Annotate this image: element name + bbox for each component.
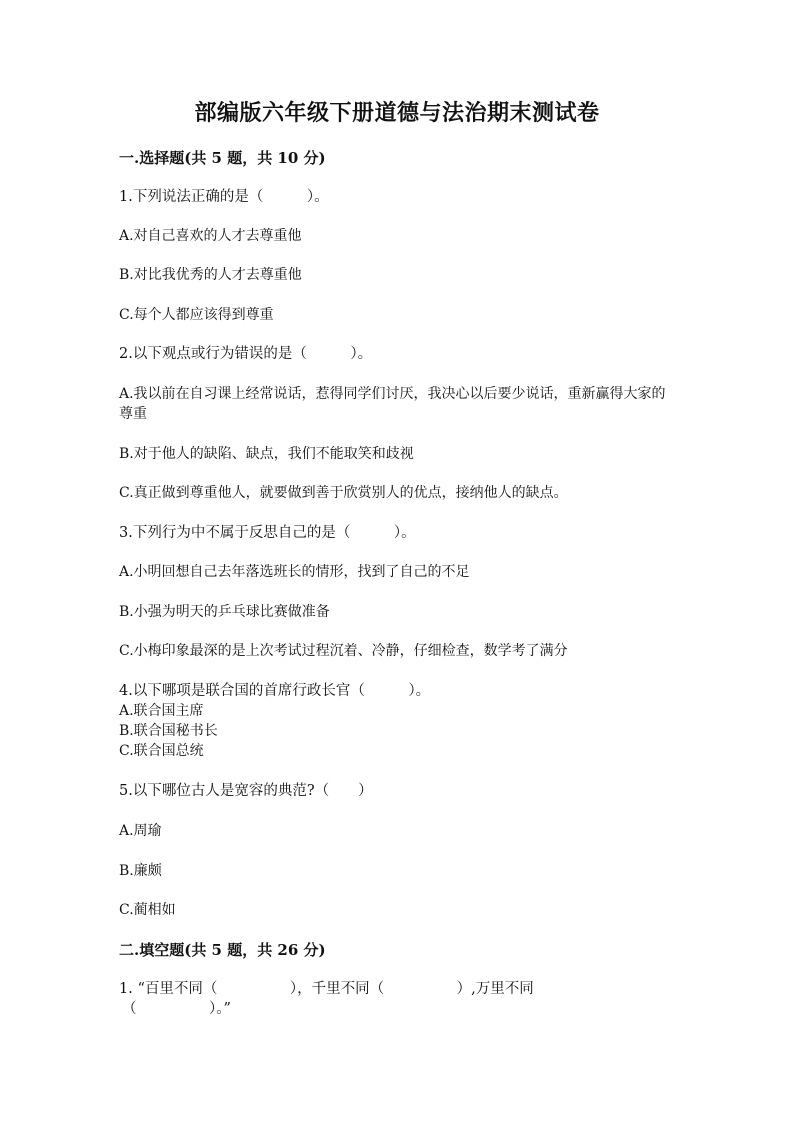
question-stem: 2.以下观点或行为错误的是（ ）。 xyxy=(119,346,373,362)
question-stem: 4.以下哪项是联合国的首席行政长官（ ）。 xyxy=(119,683,431,699)
question-option: B.对比我优秀的人才去尊重他 xyxy=(119,267,302,283)
section-heading-multiple-choice: 一.选择题(共 5 题，共 10 分) xyxy=(119,149,326,167)
question-stem: 1.下列说法正确的是（ ）。 xyxy=(119,189,329,205)
question-option: C.联合国总统 xyxy=(119,743,204,759)
question-option: A.联合国主席 xyxy=(119,703,204,719)
question-option: B.廉颇 xyxy=(119,863,162,879)
question-stem: 5.以下哪位古人是宽容的典范?（ ） xyxy=(119,783,373,799)
question-option: C.每个人都应该得到尊重 xyxy=(119,307,274,323)
question-option: A.小明回想自己去年落选班长的情形，找到了自己的不足 xyxy=(119,564,470,580)
fill-in-question-line: 1. “百里不同（ ），千里不同（ ）,万里不同 xyxy=(119,981,534,997)
question-option: B.对于他人的缺陷、缺点，我们不能取笑和歧视 xyxy=(119,446,414,462)
question-option: C.蔺相如 xyxy=(119,902,176,918)
question-option: B.联合国秘书长 xyxy=(119,723,218,739)
question-option: C.真正做到尊重他人，就要做到善于欣赏别人的优点，接纳他人的缺点。 xyxy=(119,485,568,501)
fill-in-question-line: （ ）。” xyxy=(122,1001,231,1017)
question-option: C.小梅印象最深的是上次考试过程沉着、冷静，仔细检查，数学考了满分 xyxy=(119,643,568,659)
question-option: A.周瑜 xyxy=(119,823,162,839)
page-title: 部编版六年级下册道德与法治期末测试卷 xyxy=(194,100,600,126)
question-option: B.小强为明天的乒乓球比赛做准备 xyxy=(119,604,330,620)
question-option: A.我以前在自习课上经常说话，惹得同学们讨厌，我决心以后要少说话，重新赢得大家的尊重 xyxy=(119,386,666,422)
question-option: A.对自己喜欢的人才去尊重他 xyxy=(119,228,302,244)
question-stem: 3.下列行为中不属于反思自己的是（ ）。 xyxy=(119,525,416,541)
section-heading-fill-in: 二.填空题(共 5 题，共 26 分) xyxy=(119,941,326,959)
